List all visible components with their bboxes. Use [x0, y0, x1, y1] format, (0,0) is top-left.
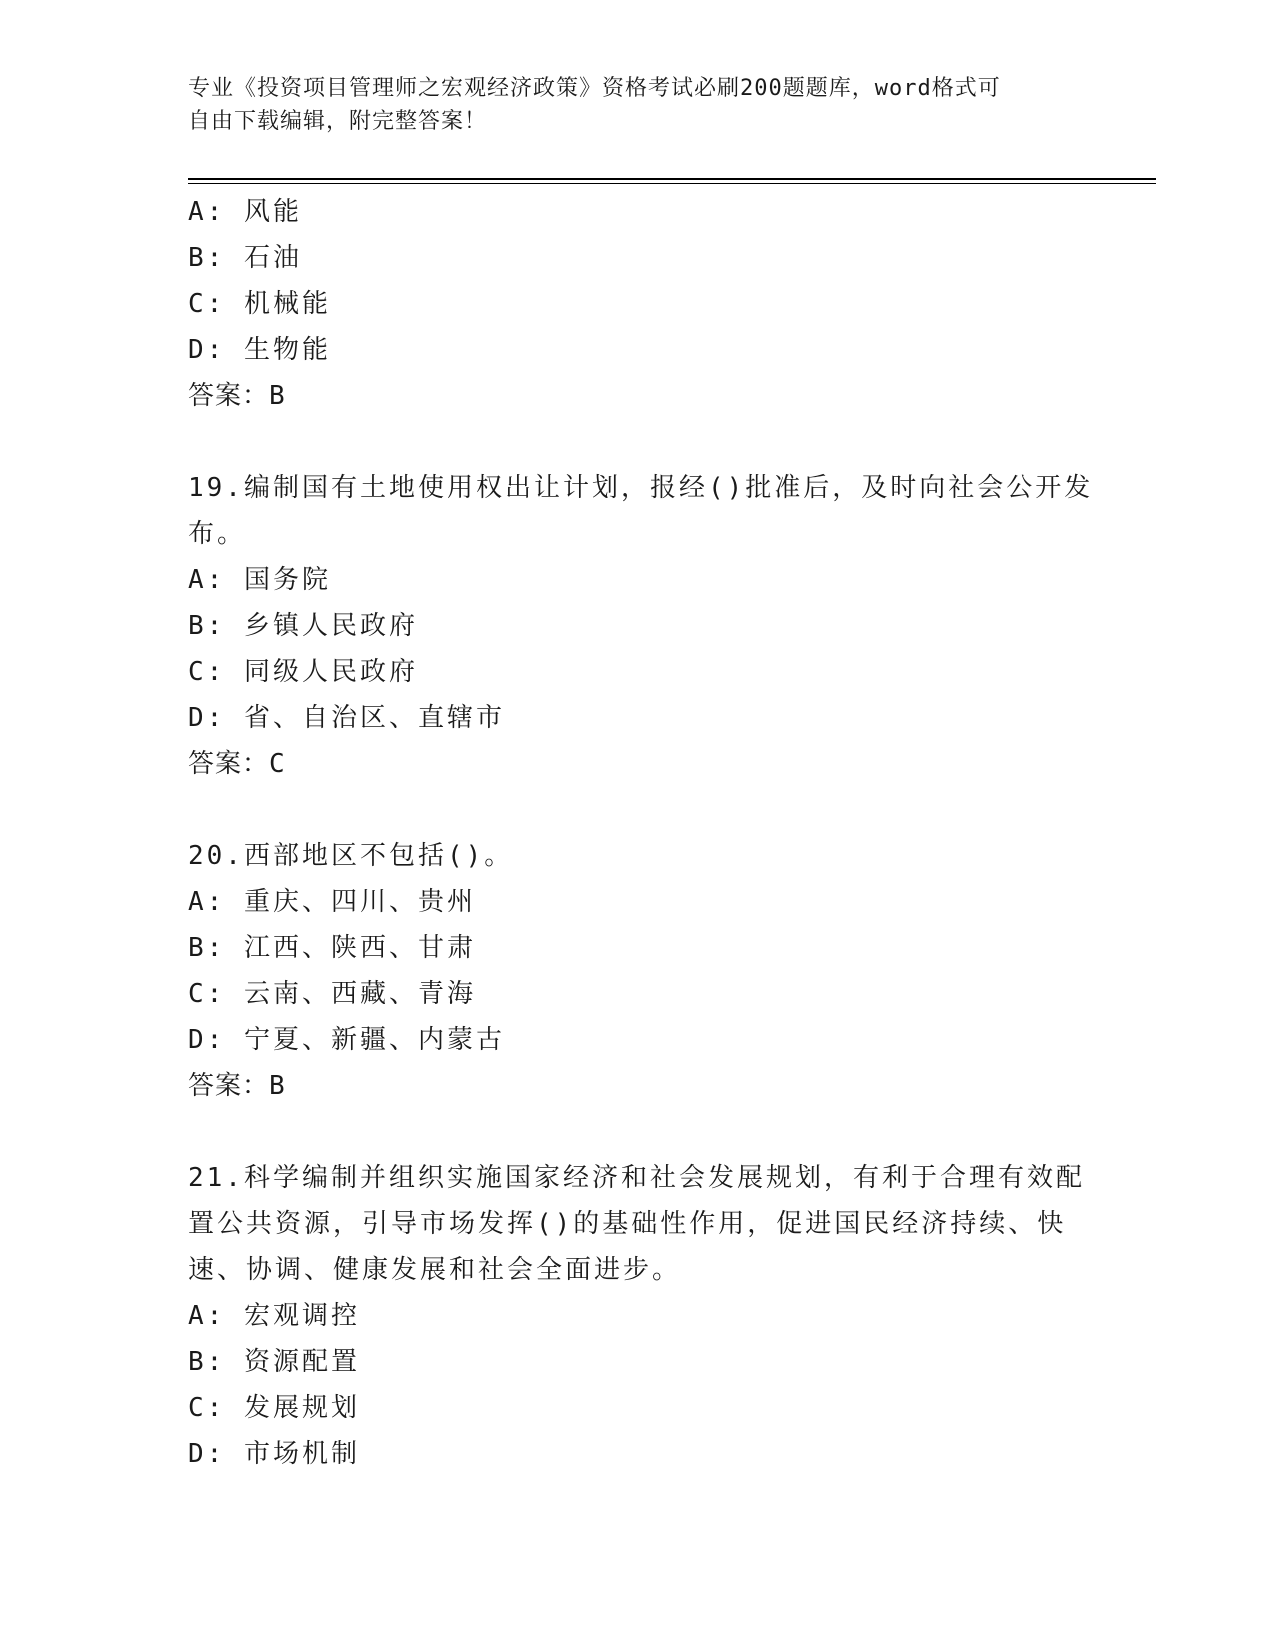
question-stem-line: 19.编制国有土地使用权出让计划，报经()批准后，及时向社会公开发	[188, 473, 1094, 503]
option-d: D: 生物能	[188, 335, 331, 365]
option-a: A: 重庆、四川、贵州	[188, 887, 476, 917]
option-a: A: 风能	[188, 197, 302, 227]
spacer	[188, 787, 1088, 833]
option-c: C: 同级人民政府	[188, 657, 418, 687]
header-rule-thin	[188, 183, 1156, 184]
option-c: C: 发展规划	[188, 1393, 360, 1423]
question-stem-line: 21.科学编制并组织实施国家经济和社会发展规划，有利于合理有效配	[188, 1163, 1085, 1193]
header-rule-thick	[188, 178, 1156, 180]
question-stem-line: 置公共资源，引导市场发挥()的基础性作用，促进国民经济持续、快	[188, 1209, 1067, 1239]
document-header	[188, 72, 1068, 138]
answer: 答案：B	[188, 381, 286, 411]
option-a: A: 宏观调控	[188, 1301, 360, 1331]
option-d: D: 省、自治区、直辖市	[188, 703, 505, 733]
answer: 答案：C	[188, 749, 286, 779]
answer: 答案：B	[188, 1071, 286, 1101]
question-stem-line: 布。	[188, 519, 247, 549]
spacer	[188, 419, 1088, 465]
option-b: B: 乡镇人民政府	[188, 611, 418, 641]
question-stem-line: 速、协调、健康发展和社会全面进步。	[188, 1255, 682, 1285]
header-line-1: 专业《投资项目管理师之宏观经济政策》资格考试必刷200题题库，word格式可	[188, 76, 1001, 101]
option-b: B: 资源配置	[188, 1347, 360, 1377]
option-c: C: 云南、西藏、青海	[188, 979, 476, 1009]
option-d: D: 市场机制	[188, 1439, 360, 1469]
option-b: B: 江西、陕西、甘肃	[188, 933, 476, 963]
question-block-20	[188, 833, 1088, 1109]
option-d: D: 宁夏、新疆、内蒙古	[188, 1025, 505, 1055]
spacer	[188, 1109, 1088, 1155]
question-block-prev	[188, 189, 1088, 419]
option-a: A: 国务院	[188, 565, 331, 595]
option-b: B: 石油	[188, 243, 302, 273]
question-stem-line: 20.西部地区不包括()。	[188, 841, 514, 871]
header-line-2: 自由下载编辑，附完整答案！	[188, 109, 488, 134]
question-block-21	[188, 1155, 1088, 1477]
question-list	[188, 189, 1094, 1477]
option-c: C: 机械能	[188, 289, 331, 319]
question-block-19	[188, 465, 1094, 787]
